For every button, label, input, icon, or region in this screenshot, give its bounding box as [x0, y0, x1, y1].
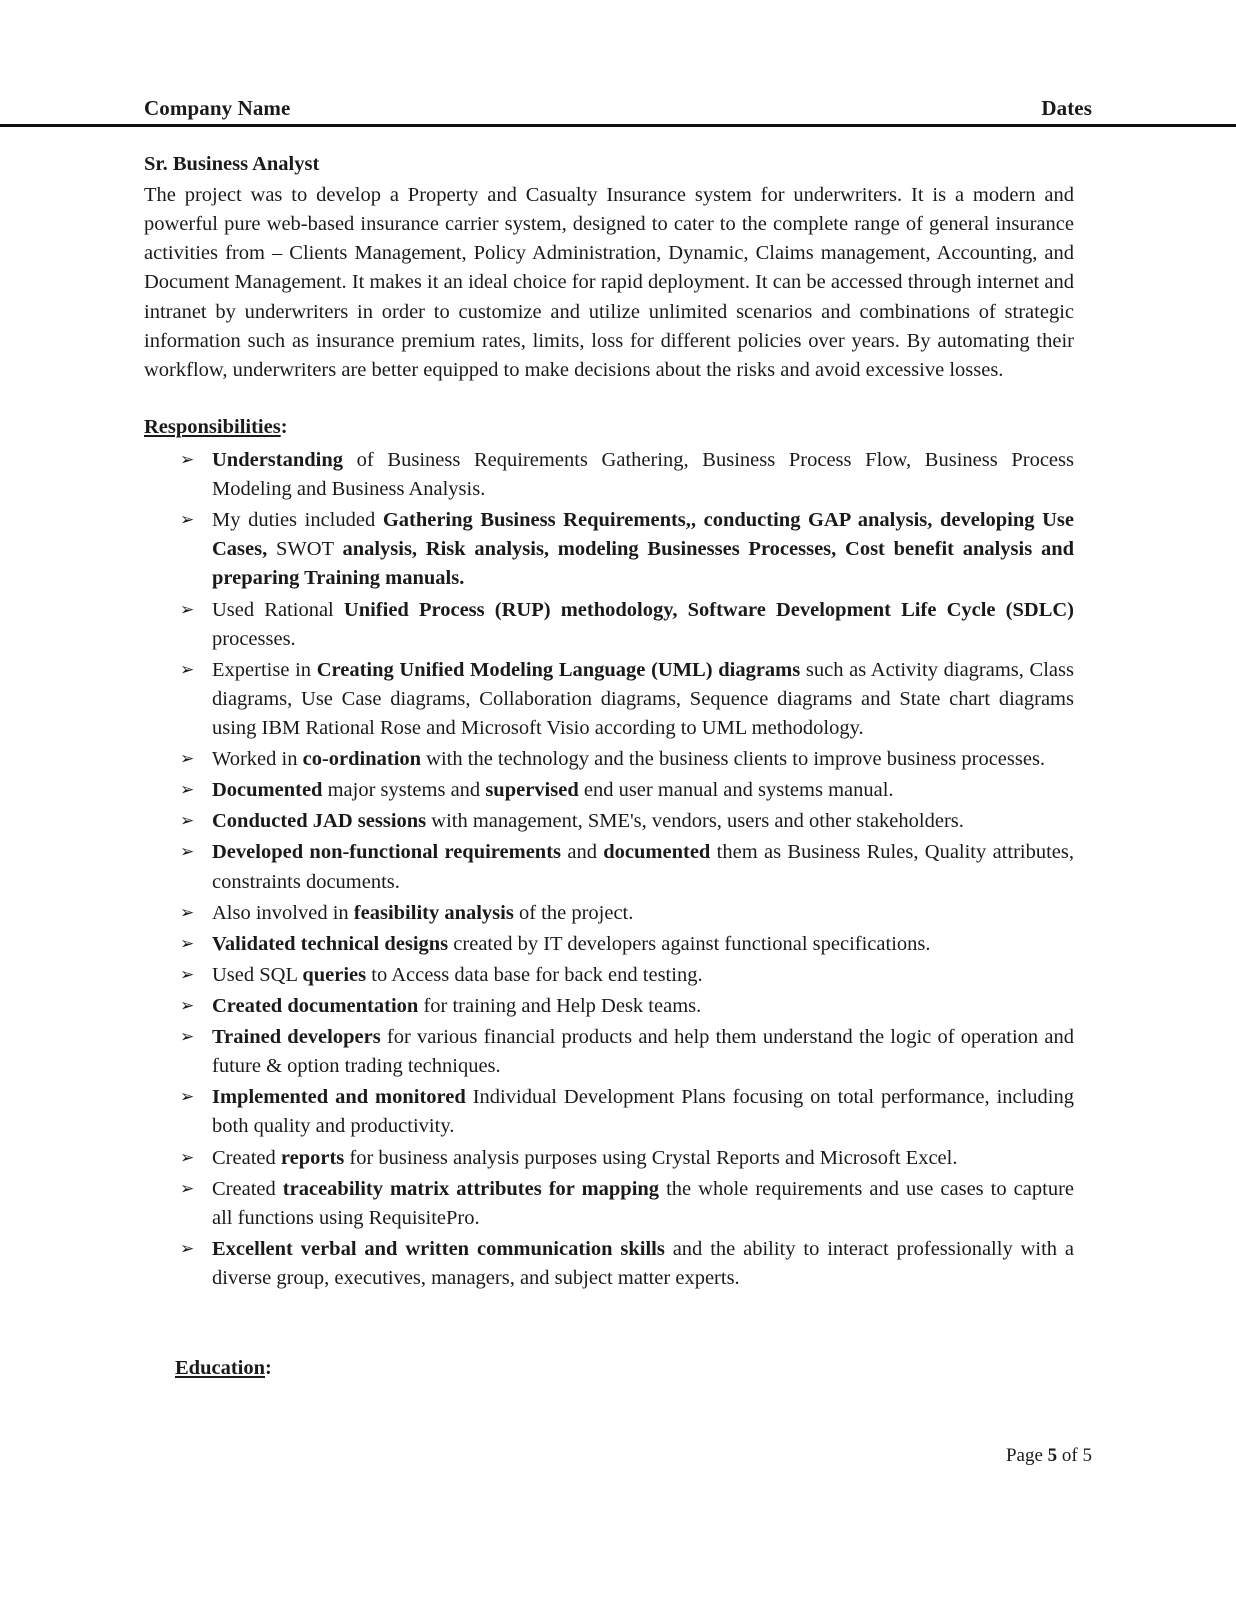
arrow-bullet-icon: ➢ — [180, 1147, 195, 1168]
text-run: for various financial products and help them understand the logic of operation and future & option trading techniques. — [212, 1026, 1074, 1078]
responsibility-text — [212, 509, 1074, 589]
text-run: and — [561, 841, 604, 864]
emphasis-run: Gathering Business Requirements,, conducting GAP analysis, developing Use Cases, — [212, 509, 1074, 561]
text-run: Created — [212, 1146, 281, 1169]
responsibility-bullet — [144, 992, 1074, 1021]
arrow-bullet-icon: ➢ — [180, 449, 195, 470]
arrow-bullet-icon: ➢ — [180, 780, 195, 801]
responsibility-bullet — [144, 1023, 1074, 1081]
responsibility-text — [212, 449, 1074, 500]
responsibility-text — [212, 599, 1074, 650]
responsibility-text — [212, 902, 633, 924]
emphasis-run: reports — [280, 1146, 345, 1169]
arrow-bullet-icon: ➢ — [180, 1087, 195, 1108]
arrow-bullet-icon: ➢ — [180, 749, 195, 770]
responsibilities-heading-colon: : — [280, 415, 288, 438]
responsibility-text — [212, 1147, 957, 1169]
header-company-name: Company Name — [144, 96, 291, 120]
responsibility-bullet — [144, 930, 1074, 959]
footer-page-suffix: of 5 — [1057, 1445, 1092, 1466]
text-run: created by IT developers against functional specifications. — [448, 932, 931, 955]
responsibility-bullet — [144, 1235, 1074, 1293]
responsibility-text — [212, 1178, 1074, 1229]
text-run: Created — [212, 1177, 283, 1200]
text-run: My duties included — [212, 509, 383, 532]
emphasis-run: Unified Process (RUP) methodology, Software Development Life Cycle (SDLC) — [343, 598, 1075, 621]
arrow-bullet-icon: ➢ — [180, 1178, 195, 1199]
responsibilities-heading-text: Responsibilities — [144, 415, 281, 438]
emphasis-run: Implemented and monitored — [212, 1086, 466, 1109]
text-run: with the technology and the business clients to improve business processes. — [421, 748, 1046, 771]
emphasis-run: Conducted JAD sessions — [212, 810, 427, 833]
header-divider-rule — [0, 124, 1236, 127]
text-run: Used Rational — [212, 598, 344, 621]
text-run: Used SQL — [212, 963, 303, 986]
emphasis-run: queries — [302, 963, 367, 986]
emphasis-run: Creating Unified Modeling Language (UML) diagrams — [316, 658, 801, 681]
education-heading — [175, 1354, 272, 1383]
text-run: and the ability to interact professionally with a diverse group, executives, managers, and subject matter experts. — [212, 1237, 1075, 1289]
text-run: with management, SME's, vendors, users and other stakeholders. — [426, 810, 964, 833]
responsibility-text — [212, 964, 703, 986]
arrow-bullet-icon: ➢ — [180, 933, 195, 954]
page-footer — [144, 1443, 1092, 1470]
arrow-bullet-icon: ➢ — [180, 1238, 195, 1259]
text-run: them as Business Rules, Quality attributes, constraints documents. — [212, 841, 1074, 893]
emphasis-run: feasibility analysis — [353, 901, 514, 924]
responsibility-bullet — [144, 1144, 1074, 1173]
text-run: the whole requirements and use cases to capture all functions using RequisitePro. — [212, 1177, 1074, 1229]
responsibility-text — [212, 1026, 1074, 1077]
responsibility-bullet — [144, 899, 1074, 928]
responsibility-bullet — [144, 807, 1074, 836]
text-run: processes. — [212, 627, 296, 650]
text-run: for training and Help Desk teams. — [418, 994, 702, 1017]
project-summary-paragraph: The project was to develop a Property and Casualty Insurance system for underwriters. It is a modern and powerful pure web-based insurance carrier system, designed to cater to the complete range of general insurance activities from – Clients Management, Policy Administration, Dynamic, Claims management, Accounting, and Document Management. It makes it an ideal choice for rapid deployment. It can be accessed through internet and intranet by underwriters in order to customize and utilize unlimited scenarios and combinations of strategic information such as insurance premium rates, limits, loss for different policies over years. By automating their workflow, underwriters are better equipped to make decisions about the risks and avoid excessive losses. — [144, 184, 1074, 381]
emphasis-run: Understanding — [212, 448, 344, 471]
text-run: Individual Development Plans focusing on total performance, including both quality and productivity. — [212, 1086, 1074, 1138]
emphasis-run: Developed non-functional requirements — [212, 841, 562, 864]
responsibility-bullet — [144, 506, 1074, 593]
job-title: Sr. Business Analyst — [144, 153, 320, 175]
emphasis-run: co-ordination — [302, 748, 422, 771]
text-run: of Business Requirements Gathering, Business Process Flow, Business Process Modeling and Business Analysis. — [212, 448, 1074, 501]
responsibility-bullet — [144, 656, 1074, 743]
responsibility-bullet — [144, 1175, 1074, 1233]
responsibility-bullet — [144, 745, 1074, 774]
footer-page-number: 5 — [1047, 1445, 1058, 1466]
education-heading-text: Education — [175, 1357, 265, 1379]
responsibility-bullet — [144, 838, 1074, 896]
education-heading-colon: : — [265, 1357, 272, 1379]
text-run: Also involved in — [212, 901, 354, 924]
footer-page-prefix: Page — [1005, 1445, 1048, 1466]
responsibility-bullet — [144, 446, 1074, 504]
text-run: of the project. — [513, 901, 634, 924]
responsibility-text — [212, 995, 701, 1017]
running-header — [144, 96, 1092, 121]
responsibility-bullet — [144, 776, 1074, 805]
responsibility-text — [212, 659, 1074, 739]
responsibilities-heading — [144, 413, 1074, 442]
responsibility-text — [212, 841, 1074, 892]
header-dates: Dates — [1041, 96, 1092, 120]
emphasis-run: Validated technical designs — [212, 932, 449, 955]
arrow-bullet-icon: ➢ — [180, 1027, 195, 1048]
responsibility-bullet — [144, 961, 1074, 990]
text-run: Expertise in — [212, 658, 317, 681]
responsibility-text — [212, 779, 894, 801]
arrow-bullet-icon: ➢ — [180, 964, 195, 985]
emphasis-run: traceability matrix attributes for mapping — [282, 1177, 660, 1200]
emphasis-run: supervised — [485, 779, 579, 802]
responsibility-text — [212, 1086, 1074, 1137]
responsibility-bullet — [144, 596, 1074, 654]
text-run: SWOT — [275, 538, 343, 561]
text-run: major systems and — [322, 779, 486, 802]
emphasis-run: analysis, Risk analysis, modeling Businesses Processes, Cost benefit analysis and preparing Training manuals. — [212, 538, 1074, 590]
text-run: end user manual and systems manual. — [578, 779, 894, 802]
arrow-bullet-icon: ➢ — [180, 599, 195, 620]
text-run: for business analysis purposes using Crystal Reports and Microsoft Excel. — [344, 1146, 958, 1169]
text-run: such as Activity diagrams, Class diagrams, Use Case diagrams, Collaboration diagrams, Sequence diagrams and State chart diagrams using IBM Rational Rose and Microsoft Visio according to UML methodology. — [212, 658, 1074, 739]
arrow-bullet-icon: ➢ — [180, 902, 195, 923]
responsibility-text — [212, 1238, 1074, 1289]
responsibility-bullet — [144, 1083, 1074, 1141]
arrow-bullet-icon: ➢ — [180, 811, 195, 832]
emphasis-run: Created documentation — [212, 994, 419, 1017]
arrow-bullet-icon: ➢ — [180, 842, 195, 863]
emphasis-run: documented — [603, 841, 711, 864]
arrow-bullet-icon: ➢ — [180, 659, 195, 680]
responsibility-text — [212, 810, 964, 832]
emphasis-run: Trained developers — [212, 1026, 381, 1049]
text-run: to Access data base for back end testing. — [366, 963, 703, 986]
arrow-bullet-icon: ➢ — [180, 510, 195, 531]
arrow-bullet-icon: ➢ — [180, 995, 195, 1016]
emphasis-run: Excellent verbal and written communication skills — [212, 1237, 665, 1260]
document-body — [144, 150, 1074, 1295]
responsibilities-list — [144, 446, 1074, 1293]
responsibility-text — [212, 933, 931, 955]
text-run: Worked in — [212, 748, 303, 771]
responsibility-text — [212, 748, 1045, 770]
emphasis-run: Documented — [212, 779, 323, 802]
